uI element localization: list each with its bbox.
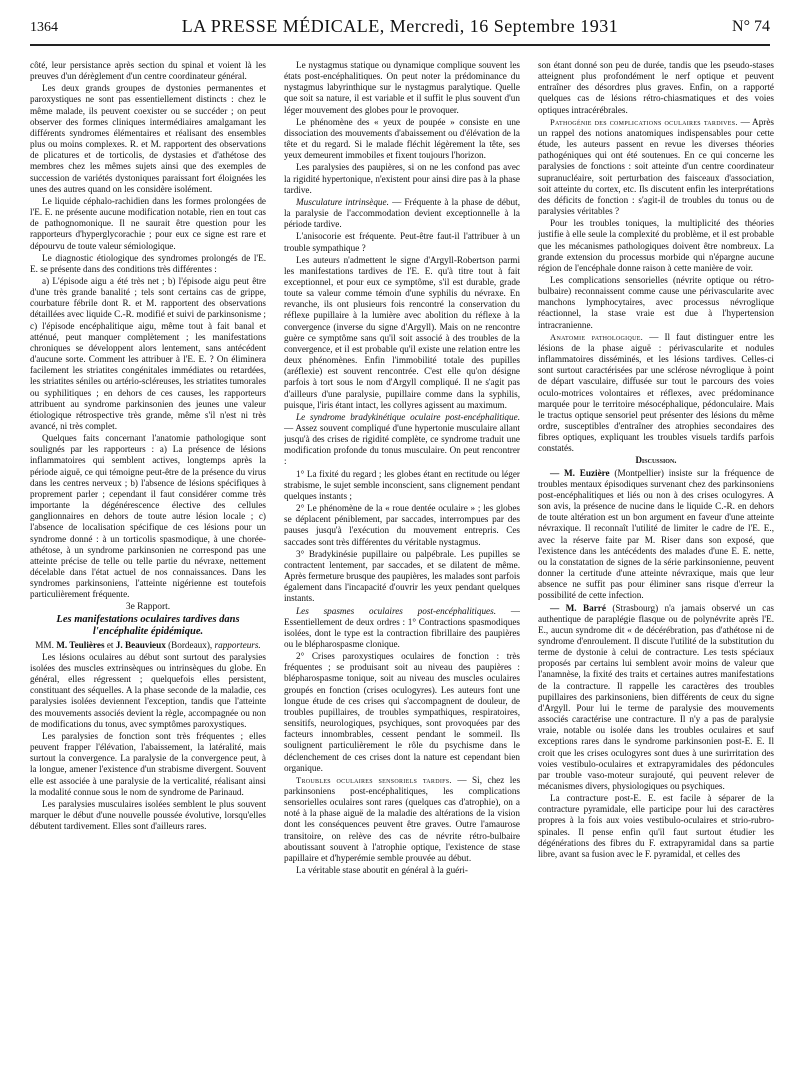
authors-role: rapporteurs. (214, 639, 261, 650)
section-heading: Musculature intrinsèque. (296, 196, 389, 207)
paragraph: Le liquide céphalo-rachidien dans les formes prolongées de l'E. E. ne présente aucune modification notable, rien en tout cas de pathognomonique. Il ne saurait être question pour les rapporteurs d'hyperglycorachie ; pour eux ce signe est rare et dépourvu de toute valeur sémiologique. (30, 195, 266, 251)
section-heading: Le syndrome bradykinétique oculaire post-encéphalitique. (296, 411, 520, 422)
paragraph: Les paralysies des paupières, si on ne les confond pas avec la rigidité hypertonique, n'existent pour ainsi dire pas à la phase tardive. (284, 162, 520, 195)
paragraph: L'anisocorie est fréquente. Peut-être faut-il l'attribuer à un trouble sympathique ? (284, 231, 520, 253)
authors-line (30, 640, 266, 651)
paragraph (284, 606, 520, 651)
authors-conjunction: et (106, 639, 114, 650)
paragraph-text: — Après un rappel des notions anatomiques indispensables pour cette étude, les auteurs passent en revue les diverses théories pathogéniques qui ont été soutenues. En ce qui concerne les paralysies de fonctions : soit atteinte d'un centre coordinateur supranucléaire, soit perturbation des faisceaux d'association, soit atteinte du cortex, etc. Ils discutent enfin les interprétations des déficits de fonction : s'agit-il de troubles du tonus ou de paralysies véritables ? (538, 116, 774, 217)
paragraph: a) L'épisode aigu a été très net ; b) l'épisode aigu peut être d'une très grande banalité ; tels sont certains cas de grippe, courbature fébrile dont R. et M. rapportent des observations détaillées avec liquide C.-R. modifié et suivi de parkinsonisme ; c) l'épisode encéphalitique aigu, même tout à fait banal et atténué, peut manquer complètement ; les manifestations chroniques se développent alors lentement, sans antécédent d'aucune sorte. Comment les attribuer à l'E. E. ? On éliminera facilement les striatites congénitales immédiates ou retardées, les striatites séniles ou artério-scléreuses, les striatites tumorales ou syphilitiques ; en dehors de ces causes, les rapporteurs attribuent au syndrome parkinsonien des jeunes une valeur étiologique rétrospective très grande, même s'il n'est ni très avancé, ni très complet. (30, 275, 266, 431)
paragraph-text: — Il faut distinguer entre les lésions de la phase aiguë : périvascularite et nodules inflammatoires disséminés, et les lésions tardives. Celles-ci sont surtout caractérisées par une sclérose névroglique à point de départ vasculaire, diffusée sur tout le parcours des voies oculo-motrices volontaires et réflexes, avec prédominance marquée pour le territoire mésocéphalique, pédonculaire. Mais le tractus optique sensoriel peut présenter des lésions du même ordre, susceptibles d'entraîner des atrophies secondaires des fibres optiques, expliquant les troubles visuels tardifs parfois constatés. (538, 331, 774, 454)
paragraph: Quelques faits concernant l'anatomie pathologique sont soulignés par les rapporteurs : a) La présence de lésions inflammatoires qui semblent actives, longtemps après la période aiguë, ce qui témoigne peut-être de la présence du virus dans les centres nerveux ; b) l'absence de lésions spécifiques à proprement parler ; cependant il faut considérer comme très importante la dégénérescence élective des cellules ganglionnaires en dehors de toute autre lésion locale ; c) l'absence de localisation spécifique de ces lésions pour un syndrome donné : à un torticolis spasmodique, à une chorée-athétose, à un syndrome parkinsonien ne correspond pas une atteinte précise de telle ou telle partie du névraxe, nettement décelable dans l'état actuel de nos connaissances. Dans les syndromes parkinsoniens, l'atteinte nigérienne est toutefois particulièrement fréquente. (30, 433, 266, 600)
paragraph: Les deux grands groupes de dystonies permanentes et paroxystiques ne sont pas essentiellement distincts : chez le même malade, ils peuvent coexister ou se succéder ; on peut observer des formes cliniques intermédiaires amalgamant les différents syndromes élémentaires et réalisant des ensembles plus ou moins complexes. R. et M. rapportent des observations de plicatures et de torticolis, de dystasies et d'athétose des membres chez les mêmes sujets ainsi que des exemples de succession de variétés dystoniques paraissant fort éloignées les unes des autres quand on les considère isolément. (30, 83, 266, 194)
paragraph-text: (Montpellier) insiste sur la fréquence de troubles mentaux épisodiques survenant chez des parkinsoniens post-encéphalitiques et liés ou non à des crises oculogyres. A son avis, la présence de nucine dans le liquide C.-R. en dehors de toute altération est un bon argument en faveur d'une atteinte névraxique. Il reconnaît l'utilité de limiter le cadre de l'E. E., avec la réserve faite par M. Riser dans son exposé, que l'existence dans les antécédents des malades d'une E. E. nette, ou la constatation de signes de la série parkinsonienne, peuvent donner la certitude d'une atteinte névraxique, mais que leur absence ne suffit pas pour éliminer sans risque d'erreur la possibilité de cette infection. (538, 467, 774, 601)
column-right (538, 60, 774, 1066)
section-heading: Troubles oculaires sensoriels tardifs. (296, 774, 452, 785)
paragraph: 3° Bradykinésie pupillaire ou palpébrale. Les pupilles se contractent lentement, par saccades, et se dilatent de même. Après fermeture brusque des paupières, les malades sont parfois également dans l'incapacité d'ouvrir les yeux pendant quelques instants. (284, 548, 520, 604)
issue-number: N° 74 (732, 18, 770, 35)
paragraph: Les auteurs n'admettent le signe d'Argyll-Robertson parmi les manifestations tardives de l'E. E. qu'à titre tout à fait exceptionnel, et pour eux ce symptôme, s'il est durable, grade toute sa valeur comme témoin d'une syphilis du névraxe. En revanche, ils ont plusieurs fois rencontré la conservation du réflexe pupillaire à la lumière avec abolition du réflexe à la convergence (inverse du signe d'Argyll). Mais on ne rencontre guère ce symptôme sans qu'il soit associé à des troubles de la convergence, et il est probable qu'il existe une relation entre les deux phénomènes. Enfin l'immobilité totale des pupilles (aréflexie) est souvent rencontrée. C'est elle qu'on désigne parfois à tort sous le nom d'Argyll compliqué. Il ne s'agit pas d'ailleurs d'une paralysie, pupillaire comme dans la syphilis, puisque, l'iris étant intact, les collyres agissent au maximum. (284, 254, 520, 410)
paragraph (538, 468, 774, 602)
paragraph: Les paralysies de fonction sont très fréquentes ; elles peuvent frapper l'élévation, l'abaissement, la latéralité, mais surtout la convergence. La paralysie de la convergence peut, à la longue, amener l'existence d'un strabisme divergent. Souvent elle est associée à une paralysie de la verticalité, réalisant ainsi la modalité connue sous le nom de syndrome de Parinaud. (30, 730, 266, 797)
column-left (30, 60, 266, 1066)
paragraph: Le diagnostic étiologique des syndromes prolongés de l'E. E. se présente dans des conditions très différentes : (30, 252, 266, 274)
page-number: 1364 (30, 20, 58, 35)
paragraph (284, 775, 520, 864)
paragraph-text: — Fréquente à la phase de début, la paralysie de l'accommodation devient exceptionnelle à la période tardive. (284, 196, 520, 230)
author-name: M. Teulières (56, 639, 105, 650)
paragraph: Les complications sensorielles (névrite optique ou rétro-bulbaire) reconnaissent comme cause une périvascularite avec manchons lymphocytaires, avec processus névroglique réactionnel, la stase vraie est due à l'hypertension intracranienne. (538, 274, 774, 330)
page-header (30, 16, 770, 46)
report-heading: 3e Rapport. (125, 601, 171, 612)
paragraph: Les paralysies musculaires isolées semblent le plus souvent marquer le début d'une nouvelle poussée évolutive, lorsqu'elles débutent tardivement. Elles sont d'ailleurs rares. (30, 798, 266, 832)
paragraph (284, 412, 520, 468)
paragraph: Pour les troubles toniques, la multiplicité des théories justifie à elle seule la complexité du problème, et il est probable que les mécanismes pathologiques doivent être nombreux. La grande extension du processus morbide qui n'épargne aucune région de l'encéphale donne raison à cette manière de voir. (538, 218, 774, 273)
paragraph: Le phénomène des « yeux de poupée » consiste en une dissociation des mouvements d'abaissement ou d'élévation de la tête et du regard. Si le malade fléchit légèrement la tête, ses yeux demeurent immobiles et fixent toujours l'horizon. (284, 116, 520, 161)
paragraph-text: (Strasbourg) n'a jamais observé un cas authentique de paraplégie flasque ou de polynévrite après l'E. E., aucun syndrome dit « de décérébration, pas d'athétose ni de syndrome d'enroulement. Il discute l'utilité de la substitution du terme de dystonie à celui de contracture. Les tests spéciaux proposés par certains lui semblent avoir moins de valeur que l'anamnèse, la fixité des traits et certaines autres manifestations de la contracture. Il rappelle les caractères des troubles pupillaires des parkinsoniens, bien différents de ceux du signe d'Argyll. Pour lui le terme de paralysie des mouvements associés caractérise une contracture. Il n'y a pas de paralysie vraie, notable ou isolée dans les troubles oculaires et sauf exceptions rares dans le syndrome parkinsonien post-E. E. Il croit que les crises oculogyres sont dues à une surirritation des voies vestibulo-oculaires et extrapyramidales des pédoncules par trouble vaso-moteur surajouté, qui peuvent relever de mécanismes divers, physiologiques ou psychiques. (538, 602, 774, 791)
speaker-name: — M. Barré (550, 602, 606, 613)
section-heading: Anatomie pathologique. (550, 331, 644, 342)
section-heading: Les spasmes oculaires post-encéphalitiques. (296, 605, 496, 616)
paragraph (284, 197, 520, 230)
section-heading: Pathogénie des complications oculaires tardives. (550, 116, 738, 127)
author-name: J. Beauvieux (115, 639, 166, 650)
paragraph: La véritable stase aboutit en général à la guéri- (296, 865, 468, 876)
article-columns (30, 60, 774, 1066)
authors-city: (Bordeaux), (168, 639, 213, 650)
paragraph: La contracture post-E. E. est facile à séparer de la contracture pyramidale, elle participe pour lui des caractères propres à la fois aux voies vestibulo-oculaires et strio-rubro-spinales. Il pense enfin qu'il faut surtout étudier les dégénérations des fibres du F. extrapyramidal dans sa partie libre, avant sa fusion avec le F. pyramidal, et celles des (538, 793, 774, 859)
paragraph: Le nystagmus statique ou dynamique complique souvent les états post-encéphalitiques. On peut noter la prédominance du nystagmus labyrinthique sur le nystagmus paralytique. Quelle que soit sa nature, il est variable et il suffit le plus souvent d'un léger mouvement des globes pour le provoquer. (284, 60, 520, 115)
column-middle (284, 60, 520, 1066)
paragraph-text: — Assez souvent compliqué d'une hypertonie musculaire allant jusqu'à des crises de rigidité complète, ce syndrome traduit une modification profonde du tonus musculaire. On peut rencontrer : (284, 423, 520, 467)
paragraph: 2° Le phénomène de la « roue dentée oculaire » ; les globes se déplacent péniblement, par saccades, interrompues par des pauses jusqu'à l'exécution du mouvement entrepris. Ces saccades sont très différentes du véritable nystagmus. (284, 503, 520, 547)
paragraph-text: — Si, chez les parkinsoniens post-encéphalitiques, les complications sensorielles oculaires sont rares (quelques cas d'atrophie), on a noté à la phase aiguë de la maladie des altérations de la vision dont les conséquences peuvent être graves. Outre l'amaurose transitoire, on relève des cas de névrite rétro-bulbaire aboutissant souvent à l'atrophie optique, l'existence de stase papillaire et d'hyperémie semble prouvée au début. (284, 774, 520, 863)
paragraph (538, 603, 774, 793)
authors-prefix: MM. (35, 639, 54, 650)
discussion-heading: Discussion. (635, 455, 677, 466)
paragraph (538, 117, 774, 217)
paragraph: Les lésions oculaires au début sont surtout des paralysies isolées des muscles extrinsèques ou intrinsèques du globe. En général, elles régressent ; quelquefois elles persistent, constituant des séquelles. A la phase seconde de la maladie, ces paralysies isolées deviennent l'exception, tandis que l'atteinte des mouvements associés devient la règle, accompagnée ou non de modifications du tonus, avec symptômes paroxystiques. (30, 651, 266, 729)
paragraph: côté, leur persistance après section du spinal et voient là les preuves d'un dérèglement d'un centre coordinateur général. (30, 60, 266, 82)
journal-title: LA PRESSE MÉDICALE, Mercredi, 16 Septembre 1931 (181, 16, 619, 36)
paragraph: 2° Crises paroxystiques oculaires de fonction : très fréquentes ; se produisant soit au niveau des paupières : blépharospasme tonique, soit au niveau des muscles oculaires groupés en fonction (crises oculogyres). Les auteurs font une longue étude de ces crises qui s'accompagnent de douleur, de troubles pupillaires, de troubles sympathiques, respiratoires, sensitifs, neurologiques, psychiques, sont provoquées par des facteurs innombrables, cessent pendant le sommeil. Ils soulignent particulièrement le rôle du psychisme dans le déclenchement de ces crises dont la nature est cependant bien organique. (284, 651, 520, 773)
paragraph-text: — Essentiellement de deux ordres : 1° Contractions spasmodiques isolées, dont le type est la contraction fibrillaire des paupières ou le blépharospasme clonique. (284, 605, 520, 649)
article-title: Les manifestations oculaires tardives dans l'encéphalite épidémique. (56, 613, 240, 638)
paragraph: son étant donné son peu de durée, tandis que les pseudo-stases atteignent plus profondément le nerf optique et peuvent entraîner des désordres plus graves. Enfin, on a rapporté quelques cas de lésions rétro-chiasmatiques et des voies optiques intracérébrales. (538, 60, 774, 115)
speaker-name: — M. Euzière (550, 467, 610, 478)
paragraph: 1° La fixité du regard ; les globes étant en rectitude ou léger strabisme, le sujet semble inconscient, sans clignement pendant quelques instants ; (284, 468, 520, 501)
paragraph (538, 332, 774, 455)
